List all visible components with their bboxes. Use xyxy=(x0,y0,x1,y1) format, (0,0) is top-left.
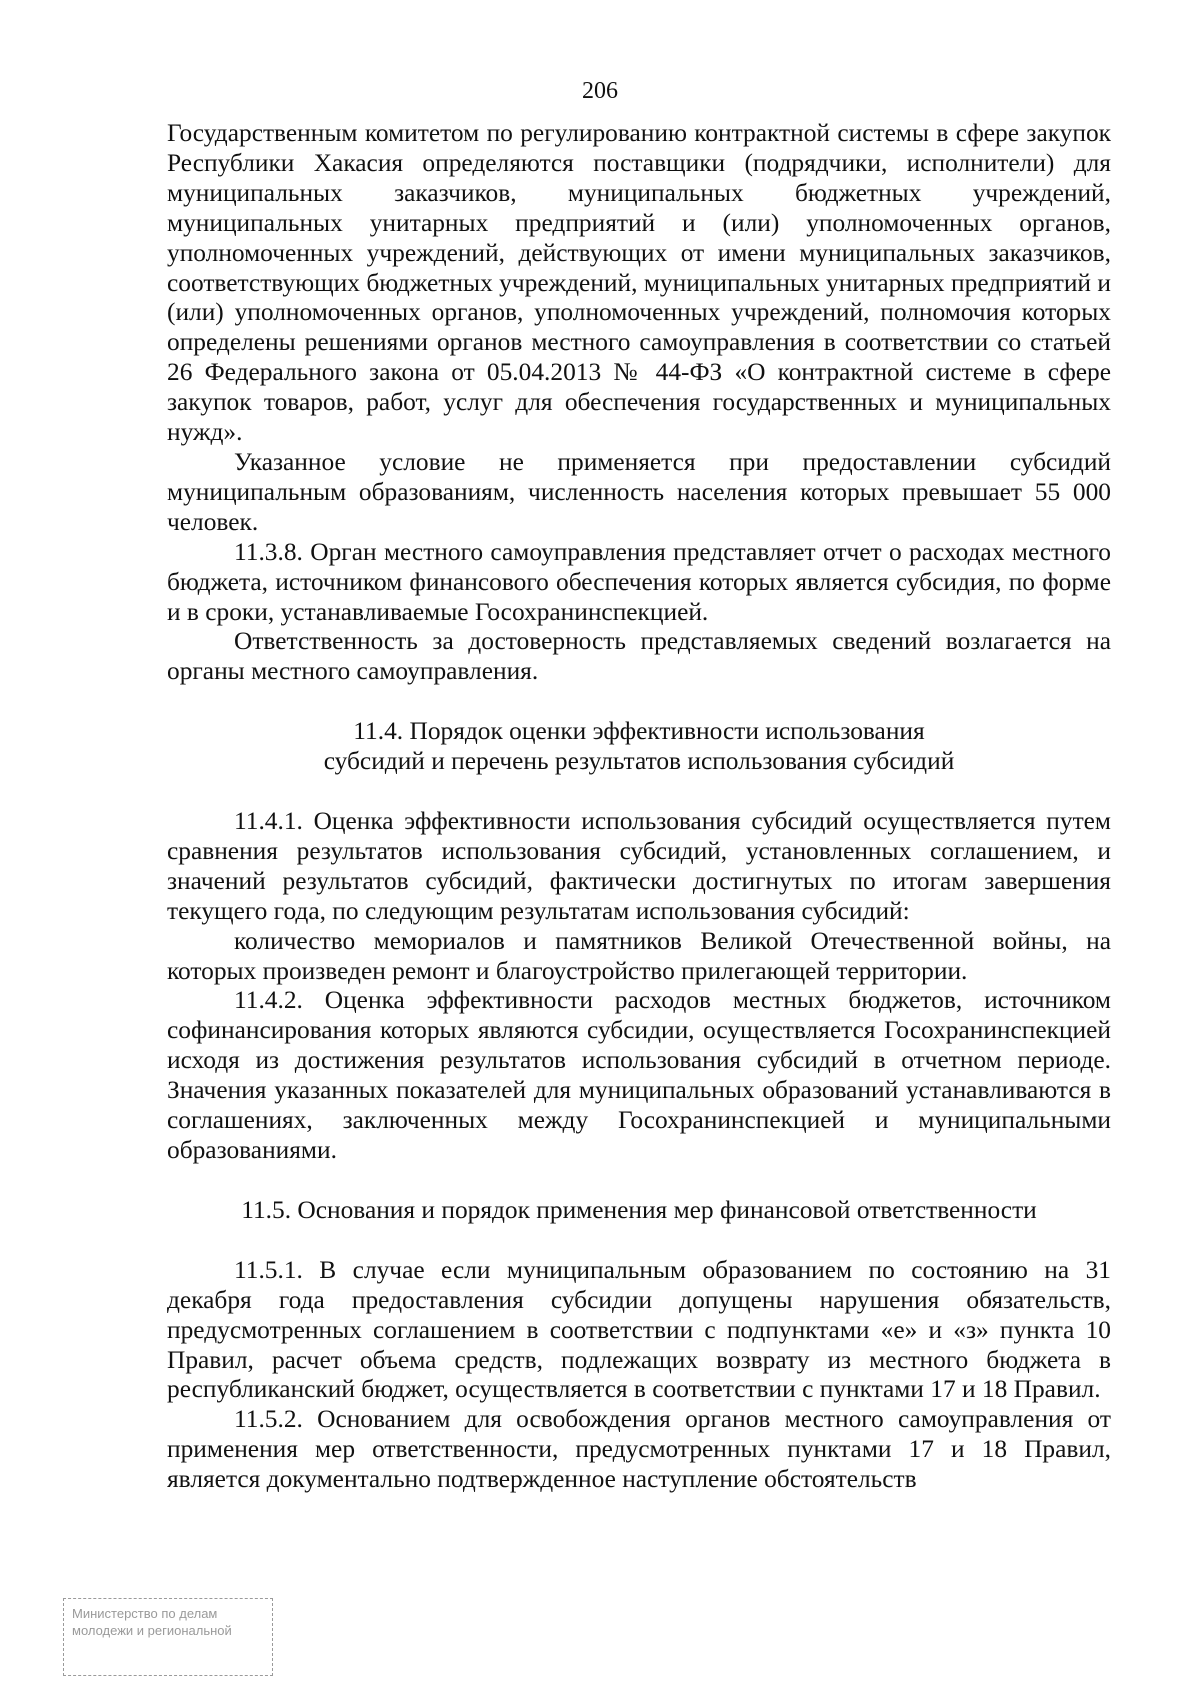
paragraph-responsibility: Ответственность за достоверность представляемых сведений возлагается на органы местного самоуправления. xyxy=(167,627,1111,686)
document-body xyxy=(167,119,1111,1495)
section-heading-11-4-line2: субсидий и перечень результатов использования субсидий xyxy=(323,747,955,776)
spacer xyxy=(167,1226,1111,1256)
paragraph-11-4-1: 11.4.1. Оценка эффективности использования субсидий осуществляется путем сравнения результатов использования субсидий, установленных соглашением, и значений результатов субсидий, фактически достигнутых по итогам завершения текущего года, по следующим результатам использования субсидий: xyxy=(167,807,1111,925)
paragraph-condition: Указанное условие не применяется при предоставлении субсидий муниципальным образованиям, численность населения которых превышает 55 000 человек. xyxy=(167,447,1111,536)
stamp-line: Министерство по делам xyxy=(72,1606,218,1621)
page-number: 206 xyxy=(582,78,618,104)
stamp-line: молодежи и региональной xyxy=(72,1623,232,1638)
paragraph-11-5-1: 11.5.1. В случае если муниципальным образованием по состоянию на 31 декабря года предоставления субсидии допущены нарушения обязательств, предусмотренных соглашением в соответствии с подпунктами «е» и «з» пункта 10 Правил, расчет объема средств, подлежащих возврату из местного бюджета в республиканский бюджет, осуществляется в соответствии с пунктами 17 и 18 Правил. xyxy=(167,1255,1111,1404)
paragraph-11-5-2: 11.5.2. Основанием для освобождения органов местного самоуправления от применения мер ответственности, предусмотренных пунктами 17 и 18 Правил, является документально подтвержденное наступление обстоятельств xyxy=(167,1405,1111,1494)
spacer xyxy=(167,1166,1111,1196)
registration-stamp xyxy=(63,1598,273,1676)
paragraph-11-3-8: 11.3.8. Орган местного самоуправления представляет отчет о расходах местного бюджета, источником финансового обеспечения которых является субсидия, по форме и в сроки, устанавливаемые Госохранинспекцией. xyxy=(167,537,1111,626)
paragraph-11-4-2: 11.4.2. Оценка эффективности расходов местных бюджетов, источником софинансирования которых являются субсидии, осуществляется Госохранинспекцией исходя из достижения результатов использования субсидий в отчетном периоде. Значения указанных показателей для муниципальных образований устанавливаются в соглашениях, заключенных между Госохранинспекцией и муниципальными образованиями. xyxy=(167,986,1111,1164)
section-heading-11-4-line1: 11.4. Порядок оценки эффективности использования xyxy=(353,717,925,746)
spacer xyxy=(167,687,1111,717)
paragraph-results-list: количество мемориалов и памятников Великой Отечественной войны, на которых произведен ремонт и благоустройство прилегающей территории. xyxy=(167,926,1111,985)
spacer xyxy=(167,777,1111,807)
section-heading-11-5: 11.5. Основания и порядок применения мер финансовой ответственности xyxy=(241,1195,1037,1224)
paragraph-procurement: Государственным комитетом по регулированию контрактной системы в сфере закупок Республики Хакасия определяются поставщики (подрядчики, исполнители) для муниципальных заказчиков, муниципальных бюджетных учреждений, муниципальных унитарных предприятий и (или) уполномоченных органов, уполномоченных учреждений, действующих от имени муниципальных заказчиков, соответствующих бюджетных учреждений, муниципальных унитарных предприятий и (или) уполномоченных органов, уполномоченных учреждений, полномочия которых определены решениями органов местного самоуправления в соответствии со статьей 26 Федерального закона от 05.04.2013 № 44-ФЗ «О контрактной системе в сфере закупок товаров, работ, услуг для обеспечения государственных и муниципальных нужд». xyxy=(167,119,1111,447)
